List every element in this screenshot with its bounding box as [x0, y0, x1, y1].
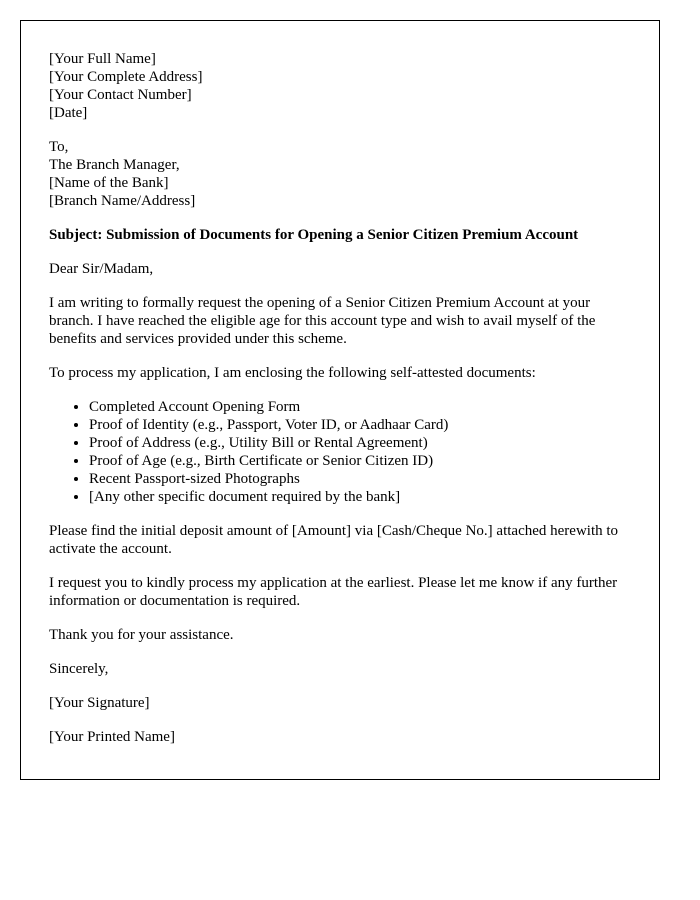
- intro-paragraph: I am writing to formally request the opening of a Senior Citizen Premium Account at your branch. I have reached the eligible age for this account type and wish to avail myself of the benefits and services provided under this scheme.: [49, 295, 596, 347]
- list-item: • Completed Account Opening Form: [89, 398, 631, 416]
- list-item: • Proof of Address (e.g., Utility Bill or Rental Agreement): [89, 434, 631, 452]
- list-item: • Proof of Age (e.g., Birth Certificate or Senior Citizen ID): [89, 452, 631, 470]
- list-item: • [Any other specific document required by the bank]: [89, 488, 631, 506]
- signature-placeholder: [Your Signature]: [49, 695, 150, 711]
- recipient-bank: [Name of the Bank]: [49, 175, 169, 191]
- sender-block: [49, 50, 631, 122]
- salutation: Dear Sir/Madam,: [49, 261, 154, 277]
- recipient-title: The Branch Manager,: [49, 157, 180, 173]
- list-item: • Proof of Identity (e.g., Passport, Voter ID, or Aadhaar Card): [89, 416, 631, 434]
- documents-intro-paragraph: To process my application, I am enclosing the following self-attested documents:: [49, 365, 536, 381]
- deposit-paragraph: Please find the initial deposit amount of [Amount] via [Cash/Cheque No.] attached herewith to activate the account.: [49, 523, 619, 557]
- documents-list: [49, 398, 631, 506]
- sender-name: [Your Full Name]: [49, 51, 156, 67]
- request-paragraph: I request you to kindly process my application at the earliest. Please let me know if any further information or documentation is required.: [49, 575, 618, 609]
- recipient-to: To,: [49, 139, 69, 155]
- thanks-paragraph: Thank you for your assistance.: [49, 627, 234, 643]
- sender-date: [Date]: [49, 105, 88, 121]
- sender-address: [Your Complete Address]: [49, 69, 203, 85]
- recipient-branch: [Branch Name/Address]: [49, 193, 196, 209]
- letter-page: [20, 20, 660, 780]
- subject-line: Subject: Submission of Documents for Opening a Senior Citizen Premium Account: [49, 227, 579, 243]
- sender-contact: [Your Contact Number]: [49, 87, 192, 103]
- printed-name: [Your Printed Name]: [49, 729, 175, 745]
- sign-off: Sincerely,: [49, 661, 109, 677]
- list-item: • Recent Passport-sized Photographs: [89, 470, 631, 488]
- recipient-block: [49, 138, 631, 210]
